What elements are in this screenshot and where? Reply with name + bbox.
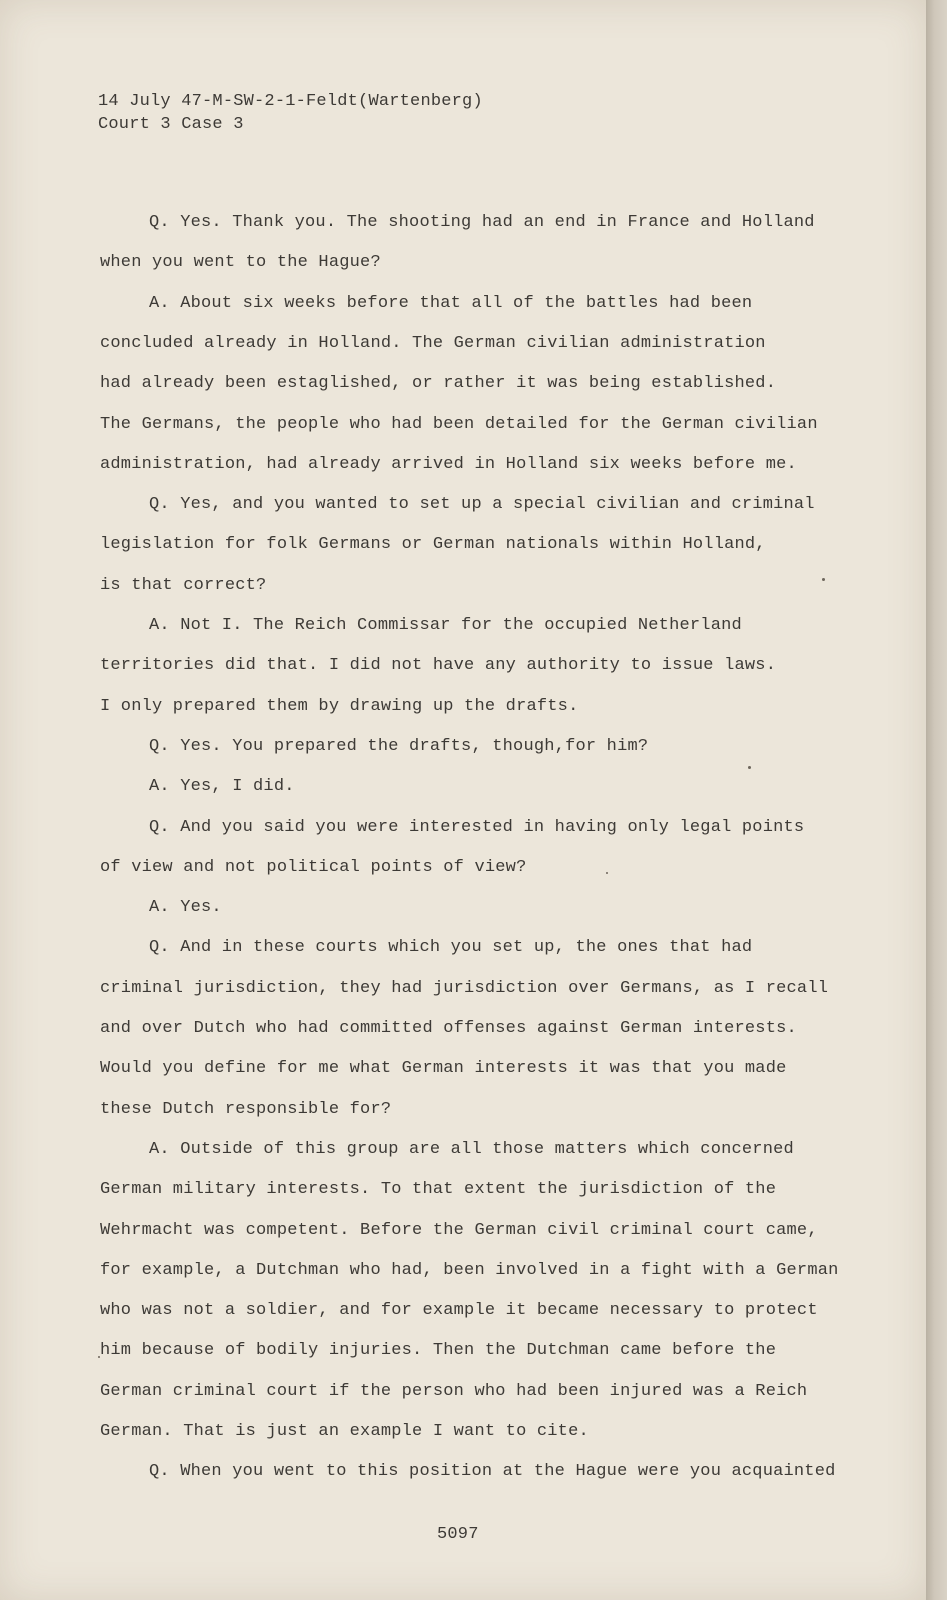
- transcript-line: Wehrmacht was competent. Before the German civil criminal court came,: [100, 1221, 818, 1240]
- transcript-line: I only prepared them by drawing up the drafts.: [100, 697, 579, 716]
- transcript-line: Q. Yes. You prepared the drafts, though,for him?: [149, 737, 649, 756]
- transcript-line: for example, a Dutchman who had, been involved in a fight with a German: [100, 1261, 839, 1280]
- transcript-line: Q. And in these courts which you set up, the ones that had: [149, 938, 753, 957]
- transcript-line: had already been estaglished, or rather it was being established.: [100, 374, 777, 393]
- transcript-line: A. About six weeks before that all of the battles had been: [149, 294, 753, 313]
- transcript-line: Would you define for me what German interests it was that you made: [100, 1059, 787, 1078]
- transcript-line: criminal jurisdiction, they had jurisdiction over Germans, as I recall: [100, 979, 829, 998]
- transcript-line: Q. When you went to this position at the Hague were you acquainted: [149, 1462, 836, 1481]
- paper-speck: [606, 872, 608, 874]
- header-court-line: Court 3 Case 3: [98, 115, 244, 134]
- transcript-line: territories did that. I did not have any authority to issue laws.: [100, 656, 777, 675]
- transcript-line: is that correct?: [100, 576, 267, 595]
- header-reference-line: 14 July 47-M-SW-2-1-Feldt(Wartenberg): [98, 92, 483, 111]
- transcript-line: and over Dutch who had committed offenses against German interests.: [100, 1019, 797, 1038]
- transcript-line: A. Outside of this group are all those matters which concerned: [149, 1140, 794, 1159]
- transcript-line: these Dutch responsible for?: [100, 1100, 392, 1119]
- transcript-line: A. Yes, I did.: [149, 777, 295, 796]
- transcript-line: of view and not political points of view?: [100, 858, 527, 877]
- transcript-line: A. Yes.: [149, 898, 222, 917]
- paper-speck: [822, 578, 825, 581]
- transcript-line: Q. Yes, and you wanted to set up a special civilian and criminal: [149, 495, 815, 514]
- transcript-line: concluded already in Holland. The German civilian administration: [100, 334, 766, 353]
- transcript-line: German military interests. To that extent the jurisdiction of the: [100, 1180, 777, 1199]
- transcript-line: Q. And you said you were interested in having only legal points: [149, 818, 805, 837]
- paper-speck: [748, 766, 751, 769]
- transcript-line: Q. Yes. Thank you. The shooting had an end in France and Holland: [149, 213, 815, 232]
- transcript-line: A. Not I. The Reich Commissar for the occupied Netherland: [149, 616, 742, 635]
- transcript-line: him because of bodily injuries. Then the Dutchman came before the: [100, 1341, 777, 1360]
- transcript-line: legislation for folk Germans or German nationals within Holland,: [100, 535, 766, 554]
- paper-speck: [98, 1356, 100, 1358]
- page-number: 5097: [437, 1525, 479, 1544]
- transcript-line: when you went to the Hague?: [100, 253, 381, 272]
- transcript-line: The Germans, the people who had been detailed for the German civilian: [100, 415, 818, 434]
- transcript-line: administration, had already arrived in Holland six weeks before me.: [100, 455, 797, 474]
- transcript-line: German criminal court if the person who had been injured was a Reich: [100, 1382, 808, 1401]
- transcript-line: German. That is just an example I want to cite.: [100, 1422, 589, 1441]
- transcript-line: who was not a soldier, and for example it became necessary to protect: [100, 1301, 818, 1320]
- binding-edge: [926, 0, 947, 1600]
